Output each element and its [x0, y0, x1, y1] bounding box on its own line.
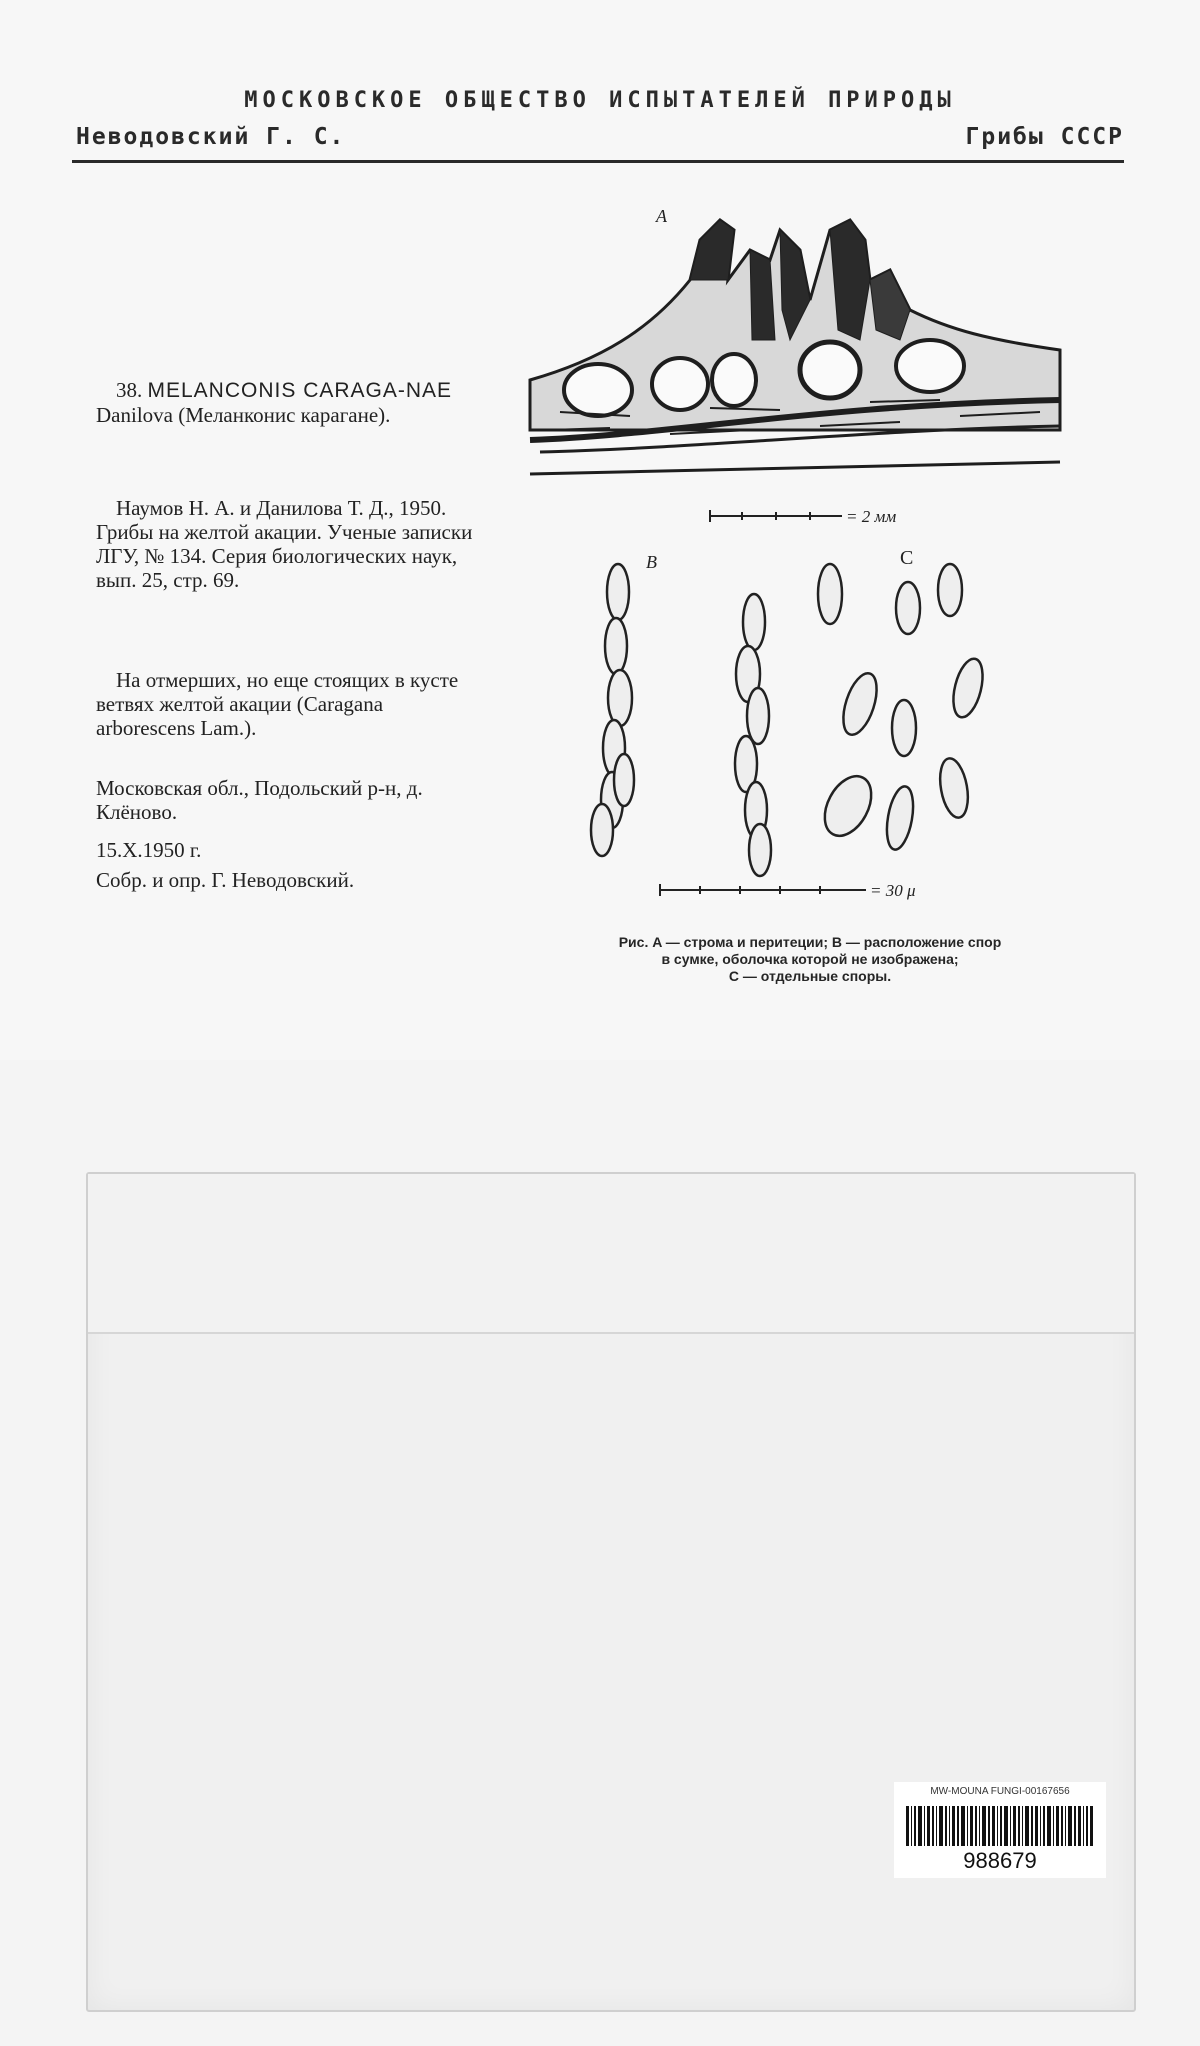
species-latin-name: MELANCONIS CARAGA-NAE — [147, 379, 453, 402]
separate-spores — [815, 564, 988, 852]
society-header: МОСКОВСКОЕ ОБЩЕСТВО ИСПЫТАТЕЛЕЙ ПРИРОДЫ — [244, 88, 956, 113]
ascus-spores-left — [591, 564, 634, 856]
barcode-institution: MW-MOUNA FUNGI-00167656 — [930, 1786, 1070, 1797]
author-header: Неводовский Г. С. — [76, 124, 346, 150]
scale-bar-a — [710, 510, 842, 522]
barcode-icon — [904, 1806, 1096, 1846]
species-russian-name: (Меланконис карагане). — [178, 403, 391, 427]
scale-label-a: = 2 мм — [846, 507, 897, 526]
figure-label-a: A — [656, 206, 667, 226]
substrate-description: На отмерших, но еще стоящих в кусте ветвях желтой акации (Caragana arborescens Lam.). — [96, 668, 459, 740]
header-divider — [72, 160, 1124, 163]
illustration-drawing — [520, 190, 1100, 910]
envelope-flap — [88, 1174, 1134, 1334]
figure-label-c: C — [900, 547, 914, 569]
caption-line-3: C — отдельные споры. — [728, 968, 892, 984]
illustration — [520, 190, 1100, 910]
specimen-envelope — [86, 1172, 1136, 2012]
scale-label-b: = 30 μ — [870, 881, 916, 900]
ascus-spores-right — [735, 594, 771, 876]
caption-line-1: Рис. A — строма и перитеции; B — расположение спор — [618, 934, 1002, 950]
series-header: Грибы СССР — [965, 124, 1124, 150]
locality: Московская обл., Подольский р-н, д. Клёново. — [96, 776, 423, 824]
figure-label-b: B — [646, 552, 657, 572]
barcode-label — [894, 1782, 1106, 1878]
collector: Собр. и опр. Г. Неводовский. — [96, 868, 355, 892]
species-title — [96, 378, 476, 427]
species-number: 38. — [116, 378, 143, 402]
barcode-number: 988679 — [963, 1848, 1037, 1873]
species-authority: Danilova — [96, 403, 173, 427]
collection-date: 15.X.1950 г. — [96, 838, 202, 862]
literature-reference: Наумов Н. А. и Данилова Т. Д., 1950. Грибы на желтой акации. Ученые записки ЛГУ, № 134. Серия биологических наук, вып. 25, стр. 69. — [96, 496, 473, 592]
stroma-drawing — [530, 220, 1060, 474]
caption-line-2: в сумке, оболочка которой не изображена; — [661, 951, 959, 967]
figure-caption — [520, 934, 1100, 985]
scale-bar-b — [660, 884, 866, 896]
